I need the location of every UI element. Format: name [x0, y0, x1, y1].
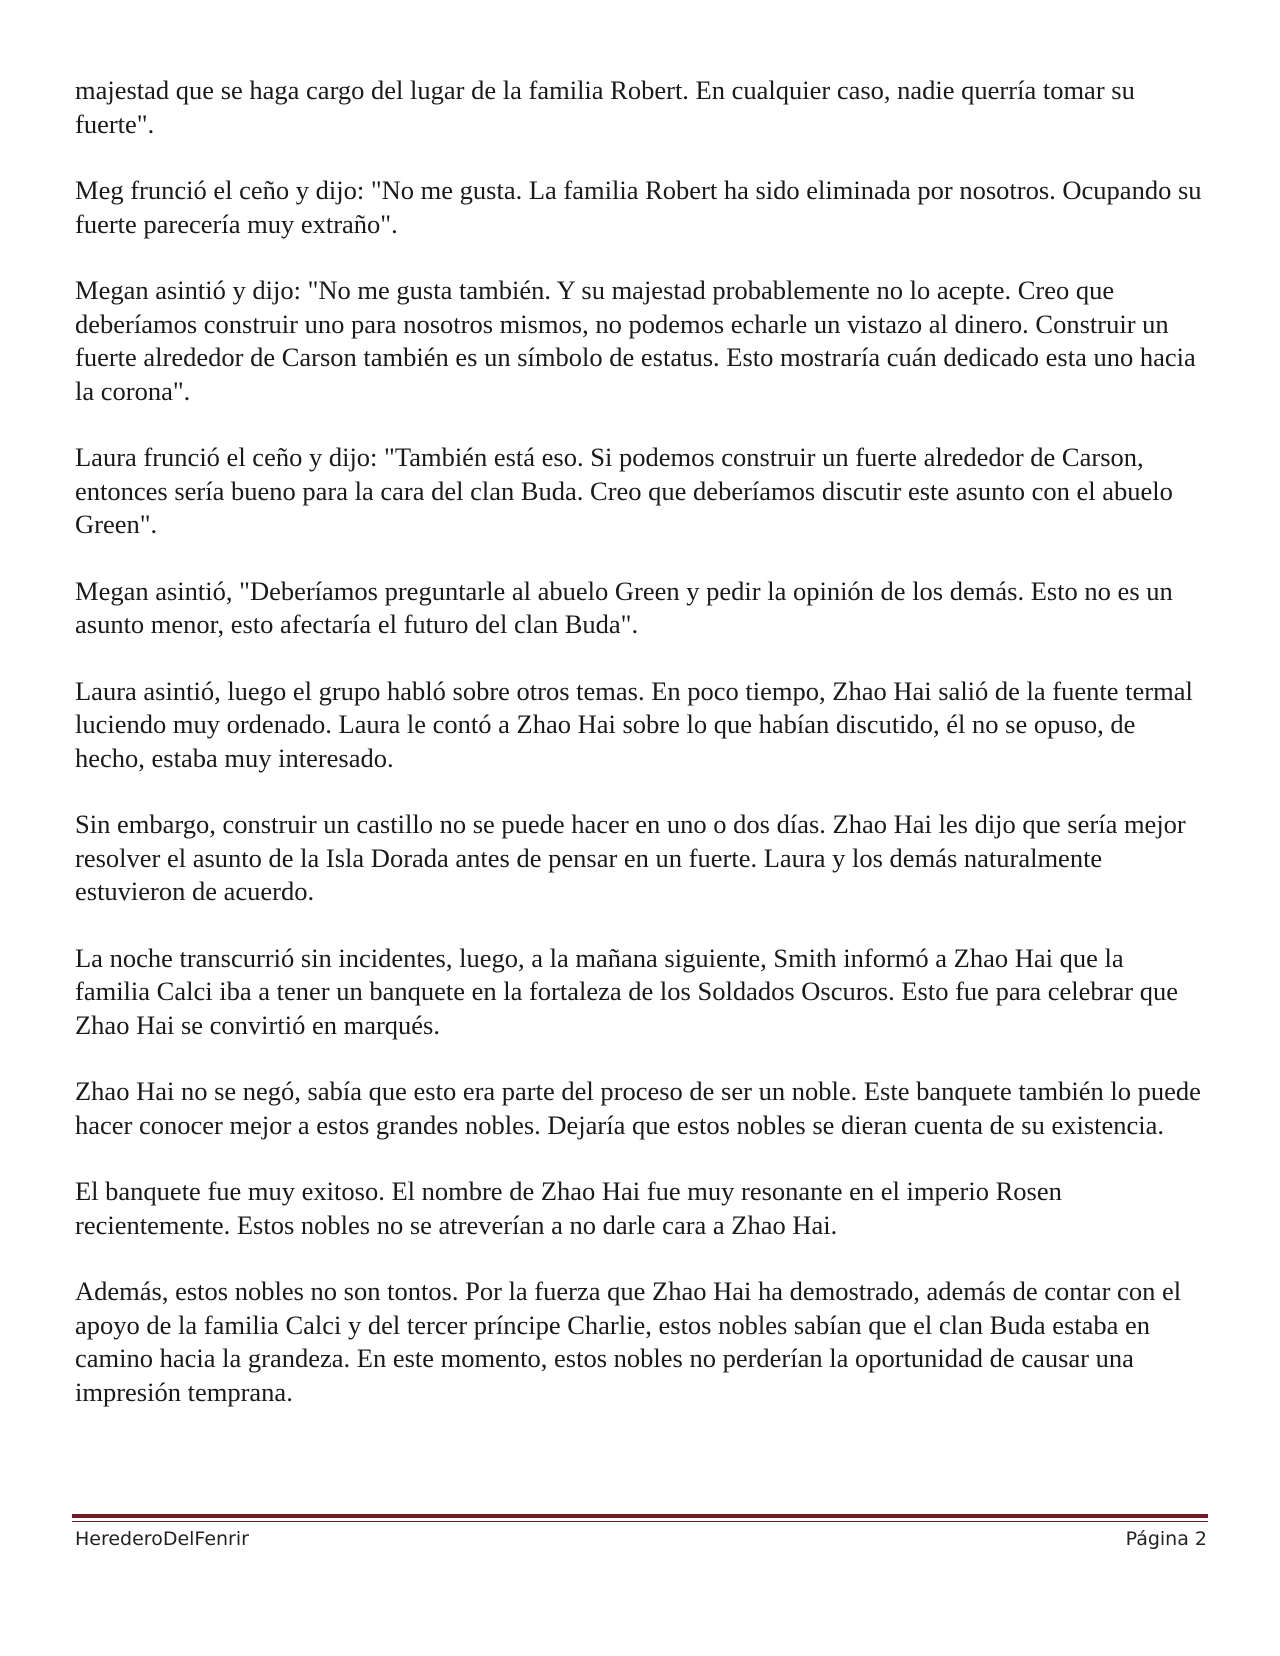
paragraph: Meg frunció el ceño y dijo: "No me gusta. La familia Robert ha sido eliminada por nosotros. Ocupando su fuerte parecería muy extraño".	[75, 175, 1202, 239]
paragraph: Sin embargo, construir un castillo no se puede hacer en uno o dos días. Zhao Hai les dijo que sería mejor resolver el asunto de la Isla Dorada antes de pensar en un fuerte. Laura y los demás naturalmente estuvieron de acuerdo.	[75, 809, 1186, 906]
footer-divider-thin	[72, 1521, 1208, 1522]
paragraph: Laura frunció el ceño y dijo: "También está eso. Si podemos construir un fuerte alrededor de Carson, entonces sería bueno para la cara del clan Buda. Creo que deberíamos discutir este asunto con el abuelo Green".	[75, 442, 1173, 539]
paragraph: Megan asintió, "Deberíamos preguntarle al abuelo Green y pedir la opinión de los demás. Esto no es un asunto menor, esto afectaría el futuro del clan Buda".	[75, 575, 1173, 639]
paragraph: Megan asintió y dijo: "No me gusta también. Y su majestad probablemente no lo acepte. Creo que deberíamos construir uno para nosotros mismos, no podemos echarle un vistazo al dinero. Construir un fuerte alrededor de Carson también es un símbolo de estatus. Esto mostraría cuán dedicado esta uno hacia la corona".	[75, 275, 1196, 406]
paragraph: La noche transcurrió sin incidentes, luego, a la mañana siguiente, Smith informó a Zhao Hai que la familia Calci iba a tener un banquete en la fortaleza de los Soldados Oscuros. Esto fue para celebrar que Zhao Hai se convirtió en marqués.	[75, 942, 1178, 1040]
paragraph: El banquete fue muy exitoso. El nombre de Zhao Hai fue muy resonante en el imperio Rosen recientemente. Estos nobles no se atreverían a no darle cara a Zhao Hai.	[75, 1176, 1062, 1240]
paragraph: Zhao Hai no se negó, sabía que esto era parte del proceso de ser un noble. Este banquete también lo puede hacer conocer mejor a estos grandes nobles. Dejaría que estos nobles se dieran cuenta de su existencia.	[75, 1076, 1201, 1140]
paragraph: Además, estos nobles no son tontos. Por la fuerza que Zhao Hai ha demostrado, además de contar con el apoyo de la familia Calci y del tercer príncipe Charlie, estos nobles sabían que el clan Buda estaba en camino hacia la grandeza. En este momento, estos nobles no perderían la oportunidad de causar una impresión temprana.	[75, 1276, 1182, 1407]
body-text	[75, 74, 1205, 1442]
footer-divider	[72, 1514, 1208, 1518]
footer-page-number: Página 2	[1125, 1528, 1207, 1550]
footer-author: HerederoDelFenrir	[75, 1528, 249, 1550]
paragraph: Laura asintió, luego el grupo habló sobre otros temas. En poco tiempo, Zhao Hai salió de la fuente termal luciendo muy ordenado. Laura le contó a Zhao Hai sobre lo que habían discutido, él no se opuso, de hecho, estaba muy interesado.	[75, 675, 1193, 773]
paragraph: majestad que se haga cargo del lugar de la familia Robert. En cualquier caso, nadie querría tomar su fuerte".	[75, 75, 1135, 139]
